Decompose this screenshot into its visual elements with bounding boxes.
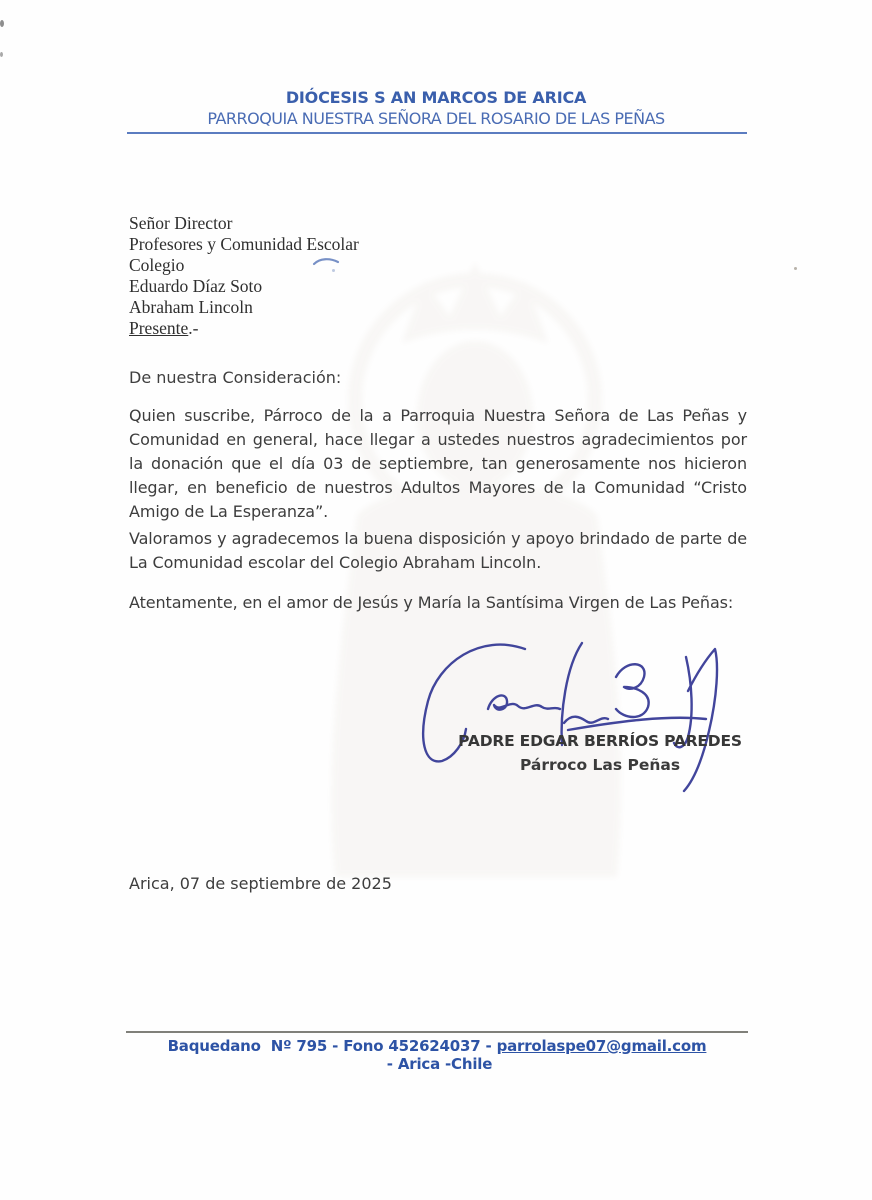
footer-email: parrolaspe07@gmail.com bbox=[496, 1037, 707, 1055]
paragraph-closing: Atentamente, en el amor de Jesús y María la Santísima Virgen de Las Peñas: bbox=[129, 593, 734, 612]
presente-suffix: .- bbox=[188, 318, 199, 338]
signatory-title: Párroco Las Peñas bbox=[519, 756, 681, 774]
recipient-line: Eduardo Díaz Soto bbox=[129, 276, 263, 296]
recipient-line: Señor Director bbox=[129, 213, 233, 233]
letterhead-divider bbox=[127, 132, 747, 134]
footer-divider bbox=[126, 1031, 748, 1033]
recipient-presente bbox=[129, 318, 359, 339]
recipient-line: Colegio bbox=[129, 255, 185, 275]
recipient-line: Abraham Lincoln bbox=[129, 297, 253, 317]
scan-speck bbox=[0, 20, 4, 27]
dateline: Arica, 07 de septiembre de 2025 bbox=[129, 874, 392, 893]
recipient-block bbox=[129, 213, 359, 339]
footer-address-phone: Baquedano Nº 795 - Fono 452624037 - bbox=[167, 1037, 497, 1055]
ink-smudge bbox=[312, 253, 340, 265]
footer-contact bbox=[128, 1037, 746, 1073]
salutation: De nuestra Consideración: bbox=[129, 368, 342, 387]
letterhead-subtitle: PARROQUIA NUESTRA SEÑORA DEL ROSARIO DE LAS PEÑAS bbox=[207, 109, 665, 128]
footer-city: - Arica -Chile bbox=[381, 1055, 493, 1073]
paragraph-thanks: Quien suscribe, Párroco de la a Parroquia Nuestra Señora de Las Peñas y Comunidad en general, hace llegar a ustedes nuestros agradecimientos por la donación que el día 03 de septiembre, tan generosamente nos hicieron llegar, en beneficio de nuestros Adultos Mayores de la Comunidad “Cristo Amigo de La Esperanza”. bbox=[129, 406, 747, 521]
scan-speck bbox=[794, 267, 797, 270]
presente-underlined: Presente bbox=[129, 318, 189, 338]
paragraph-appreciation: Valoramos y agradecemos la buena disposición y apoyo brindado de parte de La Comunidad escolar del Colegio Abraham Lincoln. bbox=[129, 529, 747, 572]
scan-speck bbox=[332, 269, 335, 272]
signatory-name: PADRE EDGAR BERRÍOS PAREDES bbox=[458, 732, 742, 750]
letterhead-title: DIÓCESIS S AN MARCOS DE ARICA bbox=[285, 88, 587, 107]
recipient-line: Profesores y Comunidad Escolar bbox=[129, 234, 359, 254]
scan-speck bbox=[0, 52, 3, 57]
